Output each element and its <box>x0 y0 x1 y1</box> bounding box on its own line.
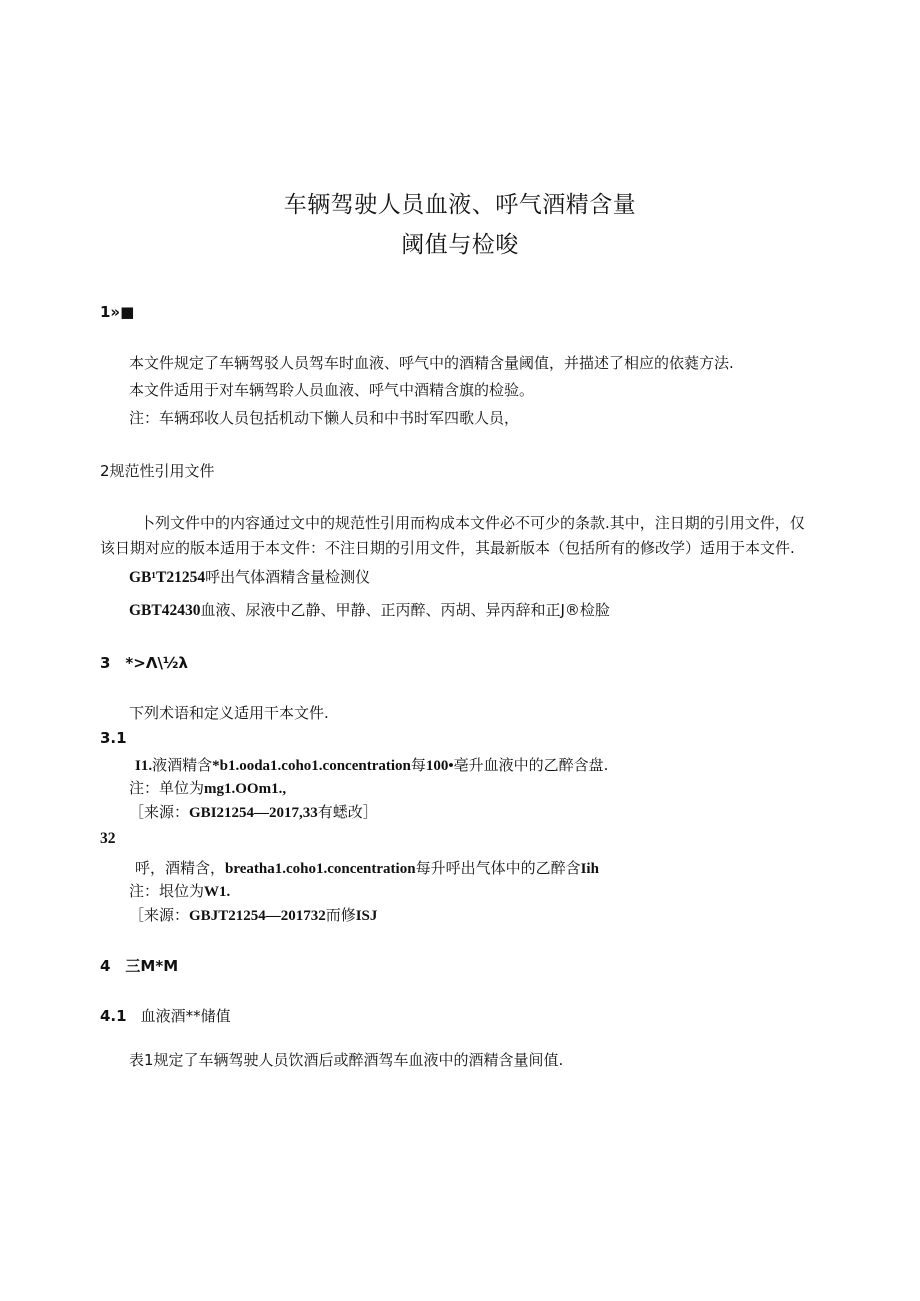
normative-reference-1 <box>129 566 370 587</box>
section4-paragraph1: 表1规定了车辆驾驶人员饮酒后或醉酒驾车血液中的酒精含量间值. <box>129 1051 564 1069</box>
subsection-4-1-heading <box>100 1005 231 1026</box>
reference-code: GBT42430 <box>129 602 201 619</box>
section2-heading: 2规范性引用文件 <box>100 462 215 480</box>
term-3-1-note: 注：单位为mg1.OOm1., <box>129 779 287 797</box>
section1-paragraph1: 本文件规定了车辆驾驳人员驾车时血液、呼气中的酒精含量阈值，并描述了相应的依蕤方法. <box>129 354 734 372</box>
subsection-number: 4.1 <box>100 1007 127 1025</box>
section2-paragraph2: 该日期对应的版本适用于本文件：不注日期的引用文件，其最新版本（包括所有的修改学）适用于本文件. <box>100 539 795 557</box>
section3-intro: 下列术语和定义适用干本文件. <box>129 704 329 722</box>
section1-note: 注：车辆邳收人员包括机动下懒人员和中书时军四歌人员， <box>129 409 520 427</box>
document-title-line2: 阈值与检唆 <box>401 232 519 258</box>
term-3-2-source: ［来源：GBJT21254—201732而修ISJ <box>129 906 378 924</box>
term-3-2-number: 32 <box>100 830 116 847</box>
term-3-1-number: 3.1 <box>100 729 127 747</box>
document-title-line1: 车辆驾驶人员血液、呼气酒精含量 <box>283 192 637 218</box>
section1-heading: 1»■ <box>100 303 135 321</box>
normative-reference-2 <box>129 599 610 620</box>
section1-paragraph2: 本文件适用于对车辆驾聆人员血液、呼气中酒精含旗的检验。 <box>129 381 535 399</box>
section3-heading: 3 *>Λ\½λ <box>100 654 188 672</box>
reference-title: 呼出气体酒精含量检测仪 <box>205 568 371 586</box>
section2-paragraph1: 卜列文件中的内容通过文中的规范性引用而构成本文件必不可少的条款.其中，注日期的引用文件，仅 <box>140 514 805 532</box>
term-3-2-note: 注：垠位为W1. <box>129 882 231 900</box>
term-3-1-source: ［来源：GBI21254—2017,33有蟋改］ <box>129 803 378 821</box>
term-3-1-definition: I1.液酒精含*b1.ooda1.coho1.concentration每100•亳升血液中的乙醉含盘. <box>135 756 609 774</box>
reference-code: GB¹T21254 <box>129 569 206 586</box>
reference-title: 血液、尿液中乙静、甲静、正丙醉、丙胡、异丙辞和正J®检脸 <box>200 601 610 619</box>
subsection-title: 血液酒**储值 <box>140 1007 231 1025</box>
term-3-2-definition: 呼，酒精含，breatha1.coho1.concentration每升呼出气体中的乙醉含Iih <box>135 859 599 877</box>
section4-heading: 4 三M*M <box>100 957 179 975</box>
